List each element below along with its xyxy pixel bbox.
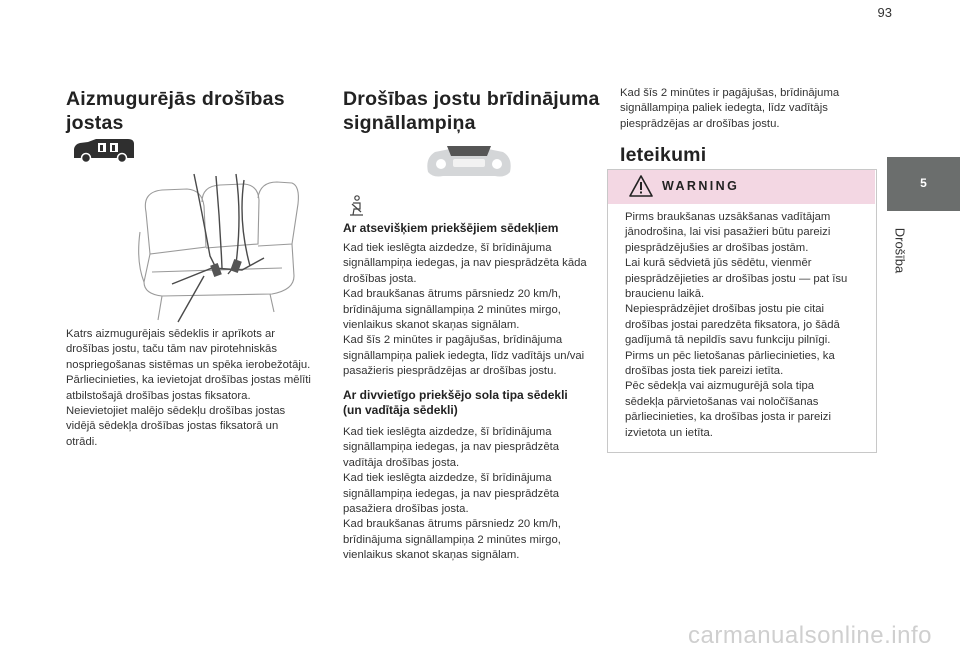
chapter-number: 5 — [920, 176, 927, 190]
rear-belts-text: Katrs aizmugurējais sēdeklis ir aprīkots ar drošības jostu, taču tām nav pirotehniskās nospriegošanas sistēmas un spēka ierobežotāju. Pārliecinieties, ka ievietojat drošības jostas mēlīti atbilstošajā drošības jostas fiksatora. Neievietojiet malējo sēdekļu drošības jostas vidējā sēdekļa drošības jostas fiksatorā un otrādi. — [66, 328, 311, 448]
belt-warning-title: Drošības jostu brīdinājuma signāllampiņa — [343, 88, 600, 134]
chapter-label-container — [888, 210, 912, 300]
rear-belts-title: Aizmugurējās drošības jostas — [66, 88, 285, 134]
bench-seat-text: Kad tiek ieslēgta aizdedze, šī brīdinājuma signāllampiņa iedegas, ja nav piesprādzēta vadītāja drošības josta. Kad tiek ieslēgta aizdedze, šī brīdinājuma signāllampiņa iedegas, ja nav piesprādzēta pasažiera drošības josta. Kad braukšanas ātrums pārsniedz 20 km/h, brīdinājuma signāllampiņa 2 minūtes mirgo, vienlaikus skanot skaņas signālam. — [343, 426, 561, 562]
separate-seats-text: Kad tiek ieslēgta aizdedze, šī brīdinājuma signāllampiņa iedegas, ja nav piesprādzēta kāda drošības josta. Kad braukšanas ātrums pārsniedz 20 km/h, brīdinājuma signāllampiņa 2 minūtes mirgo, vienlaikus skanot skaņas signālam. Kad šīs 2 minūtes ir pagājušas, brīdinājuma signāllampiņa paliek iedegta, līdz vadītājs un/vai pasažieris piesprādzējas ar drošības jostu. — [343, 242, 587, 378]
instrument-panel-icon — [425, 142, 513, 180]
continued-text: Kad šīs 2 minūtes ir pagājušas, brīdinājuma signāllampiņa paliek iedegta, līdz vadītājs piesprādzējas ar drošības jostu. — [620, 87, 840, 130]
seatbelt-warning-icon — [348, 195, 366, 217]
van-with-seats-icon — [70, 138, 138, 164]
bench-seat-subtitle: Ar divvietīgo priekšējo sola tipa sēdekli (un vadītāja sēdekli) — [343, 388, 568, 417]
rear-seats-seatbelt-illustration — [132, 172, 302, 324]
warning-title: WARNING — [662, 179, 740, 193]
separate-seats-subtitle: Ar atsevišķiem priekšējiem sēdekļiem — [343, 221, 559, 235]
recommendations-title: Ieteikumi — [620, 144, 707, 166]
chapter-label: Drošība — [892, 227, 908, 274]
warning-text: Pirms braukšanas uzsākšanas vadītājam jānodrošina, lai visi pasažieri būtu pareizi piesprādzējušies ar drošības jostām. Lai kurā sēdvietā jūs sēdētu, vienmēr piesprādzējieties ar drošības jostu — pat īsu braucienu laikā. Nepiesprādzējiet drošības jostu pie citai drošības jostai paredzēta fiksatora, jo šādā gadījumā tā nepildīs savu funkciju pilnīgi. Pirms un pēc lietošanas pārliecinieties, ka drošības josta tiek pareizi ietīta. Pēc sēdekļa vai aizmugurējā sola tipa sēdekļa pārvietošanas vai noločīšanas pārliecinieties, ka drošības josta ir pareizi izvietota un ietīta. — [625, 211, 848, 439]
warning-triangle-icon — [629, 175, 653, 197]
page-number: 93 — [877, 5, 892, 20]
footer-watermark: carmanualsonline.info — [688, 622, 932, 649]
